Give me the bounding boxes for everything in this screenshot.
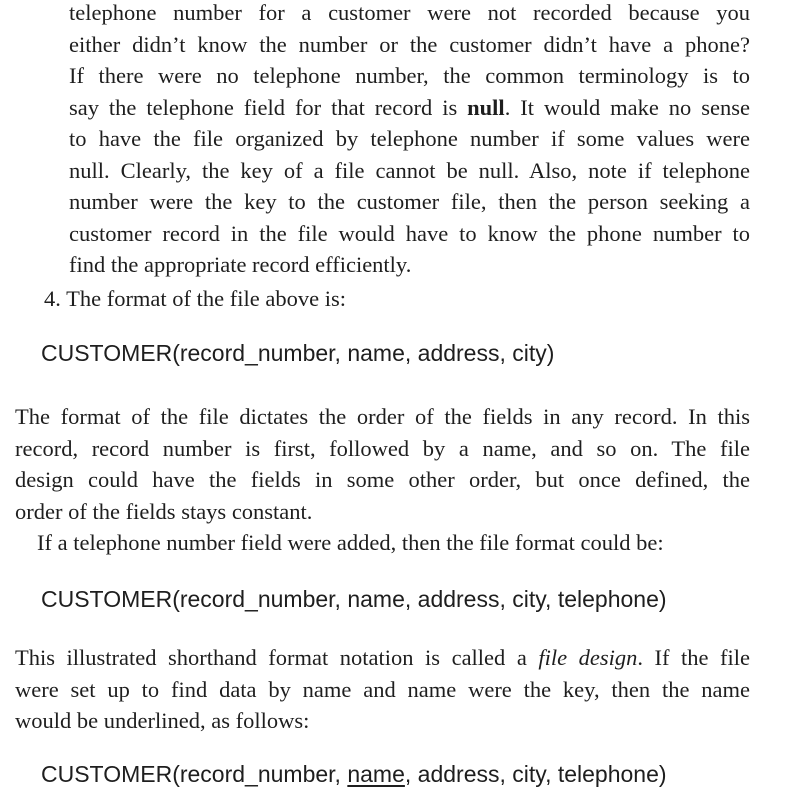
text-line: either didn’t know the number or the customer didn’t have a phone? [69, 31, 750, 57]
paragraph-file-design [15, 642, 750, 737]
text-line [69, 92, 750, 124]
text-run: This illustrated shorthand format notation is called a [15, 645, 539, 670]
text-line: customer record in the file would have to know the phone number to [69, 220, 750, 246]
text-line: find the appropriate record efficiently. [69, 252, 412, 277]
text-line [15, 642, 750, 674]
text-line: The format of the file dictates the order of the fields in any record. In this [15, 404, 750, 429]
text-line: to have the file organized by telephone number if some values were [69, 126, 750, 151]
paragraph-file-format [15, 401, 750, 527]
text-line: order of the fields stays constant. [15, 498, 313, 524]
text-run: say the telephone field for that record is [69, 94, 468, 120]
text-line: record, record number is first, followed by a name, and so on. The file [15, 435, 750, 461]
text-run: , address, city, telephone) [404, 761, 667, 787]
key-field-underlined: name [347, 761, 405, 787]
file-format-example-2: CUSTOMER(record_number, name, address, city, telephone) [41, 586, 667, 612]
file-format-example-1: CUSTOMER(record_number, name, address, city) [41, 340, 555, 366]
text-run: . If the file [637, 645, 750, 670]
file-design-term: file design [538, 645, 638, 670]
text-run: CUSTOMER(record_number, [41, 761, 348, 787]
paragraph-telephone-field: If a telephone number field were added, then the file format could be: [37, 530, 664, 555]
text-line: design could have the fields in some other order, but once defined, the [15, 467, 750, 492]
list-item-3-continuation [69, 0, 750, 281]
text-run: . It would make no sense [504, 94, 750, 120]
text-line: null. Clearly, the key of a file cannot be null. Also, note if telephone [69, 157, 750, 183]
file-format-example-3 [41, 761, 667, 788]
text-line: were set up to find data by name and name were the key, then the name [15, 676, 750, 702]
null-term: null [467, 94, 505, 120]
text-line: telephone number for a customer were not recorded because you [69, 0, 750, 25]
list-item-4: 4. The format of the file above is: [44, 286, 346, 311]
text-line: number were the key to the customer file, then the person seeking a [69, 189, 750, 214]
text-line: If there were no telephone number, the common terminology is to [69, 63, 750, 88]
text-line: would be underlined, as follows: [15, 708, 310, 733]
